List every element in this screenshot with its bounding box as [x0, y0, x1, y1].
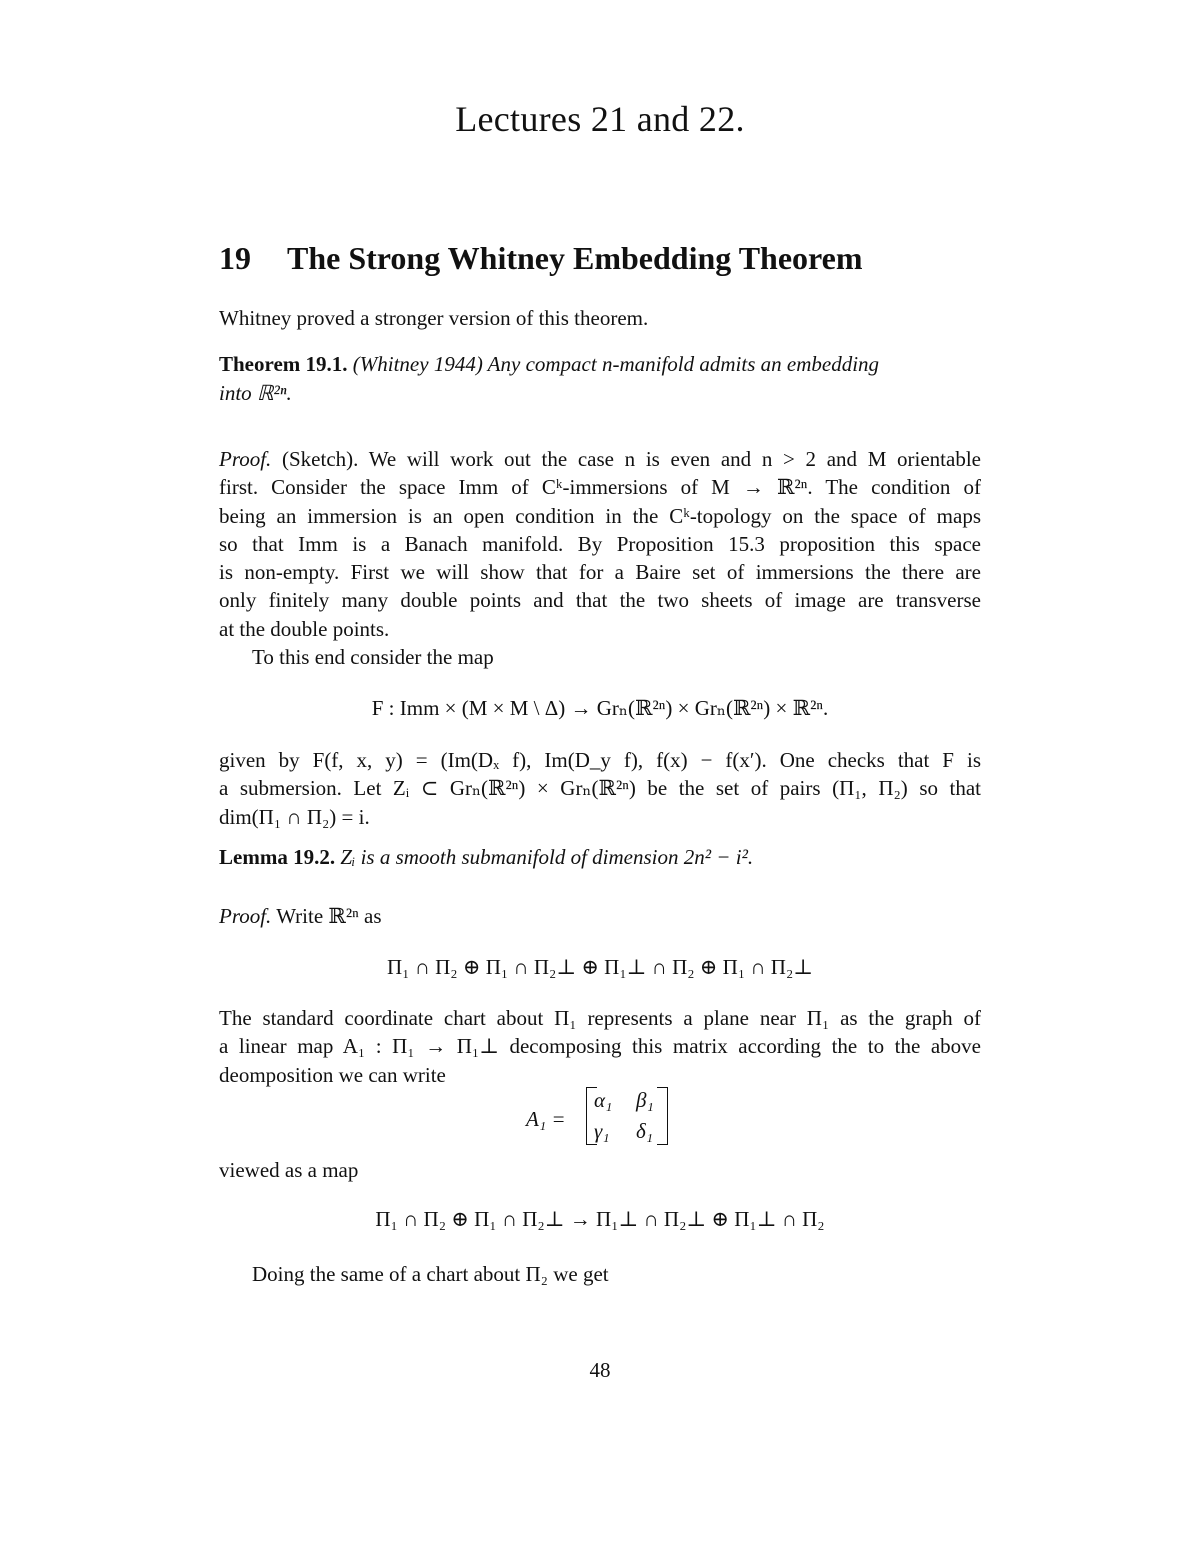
chart-line: deomposition we can write: [219, 1062, 446, 1087]
section-heading: [219, 240, 863, 277]
lemma-text: Zᵢ is a smooth submanifold of dimension 2n² − i².: [340, 845, 754, 869]
proof-line: only finitely many double points and that the two sheets of image are transverse: [219, 588, 981, 613]
theorem-line-2: [219, 379, 292, 407]
chart-line: The standard coordinate chart about Π₁ represents a plane near Π₁ as the graph of: [219, 1006, 981, 1030]
map-intro: To this end consider the map: [252, 645, 494, 669]
matrix-cell: δ₁: [636, 1119, 654, 1143]
lecture-title: Lectures 21 and 22.: [455, 99, 745, 139]
matrix-right-bracket: [657, 1087, 668, 1145]
section-title: The Strong Whitney Embedding Theorem: [287, 240, 863, 276]
proof-line: Proof. (Sketch). We will work out the case n is even and n > 2 and M orientable: [219, 447, 981, 471]
submersion-line: given by F(f, x, y) = (Im(Dₓ f), Im(D_y f), f(x) − f(x′). One checks that F is: [219, 748, 981, 772]
page-number: 48: [589, 1358, 611, 1382]
decomposition-equation: Π₁ ∩ Π₂ ⊕ Π₁ ∩ Π₂⊥ ⊕ Π₁⊥ ∩ Π₂ ⊕ Π₁ ∩ Π₂⊥: [386, 955, 814, 979]
proof-paragraph: [219, 445, 981, 643]
closing-text: Doing the same of a chart about Π₂ we get: [252, 1262, 609, 1286]
proof2-text: Write ℝ²ⁿ as: [276, 904, 382, 928]
map-equation: F : Imm × (M × M \ Δ) → Grₙ(ℝ²ⁿ) × Grₙ(ℝ²ⁿ) × ℝ²ⁿ.: [371, 696, 829, 720]
intro-paragraph: Whitney proved a stronger version of this theorem.: [219, 306, 649, 330]
submersion-line: a submersion. Let Zᵢ ⊂ Grₙ(ℝ²ⁿ) × Grₙ(ℝ²ⁿ) be the set of pairs (Π₁, Π₂) so that: [219, 776, 981, 801]
map2-equation: Π₁ ∩ Π₂ ⊕ Π₁ ∩ Π₂⊥ → Π₁⊥ ∩ Π₂⊥ ⊕ Π₁⊥ ∩ Π₂: [375, 1207, 825, 1231]
proof-line: is non-empty. First we will show that for a Baire set of immersions the there are: [219, 560, 981, 585]
chart-paragraph: [219, 1004, 981, 1089]
chart-line: a linear map A₁ : Π₁ → Π₁⊥ decomposing this matrix according the to the above: [219, 1034, 981, 1059]
theorem-text-line-1: (Whitney 1944) Any compact n-manifold admits an embedding: [352, 352, 880, 376]
theorem-label: Theorem 19.1.: [219, 352, 348, 376]
theorem-text-line-2: into ℝ²ⁿ.: [219, 381, 292, 405]
lemma-label: Lemma 19.2.: [219, 845, 336, 869]
section-number: 19: [219, 240, 251, 276]
viewed-as-map: viewed as a map: [219, 1158, 359, 1182]
lemma-block: [219, 843, 753, 871]
matrix-cell: β₁: [636, 1088, 654, 1112]
theorem-block: [219, 350, 879, 378]
proof-line: being an immersion is an open condition in the Cᵏ-topology on the space of maps: [219, 503, 981, 528]
matrix-cell: α₁: [594, 1088, 613, 1112]
proof-line: at the double points.: [219, 616, 390, 641]
submersion-line: dim(Π₁ ∩ Π₂) = i.: [219, 804, 370, 829]
proof2-intro: [219, 902, 382, 930]
proof-line: so that Imm is a Banach manifold. By Proposition 15.3 proposition this space: [219, 531, 981, 556]
matrix-cell: γ₁: [594, 1119, 610, 1143]
proof-label: Proof.: [219, 447, 272, 471]
proof-line: first. Consider the space Imm of Cᵏ-immersions of M → ℝ²ⁿ. The condition of: [219, 475, 981, 500]
submersion-paragraph: [219, 746, 981, 831]
matrix-lhs: A₁ =: [526, 1107, 566, 1131]
proof2-label: Proof.: [219, 904, 272, 928]
